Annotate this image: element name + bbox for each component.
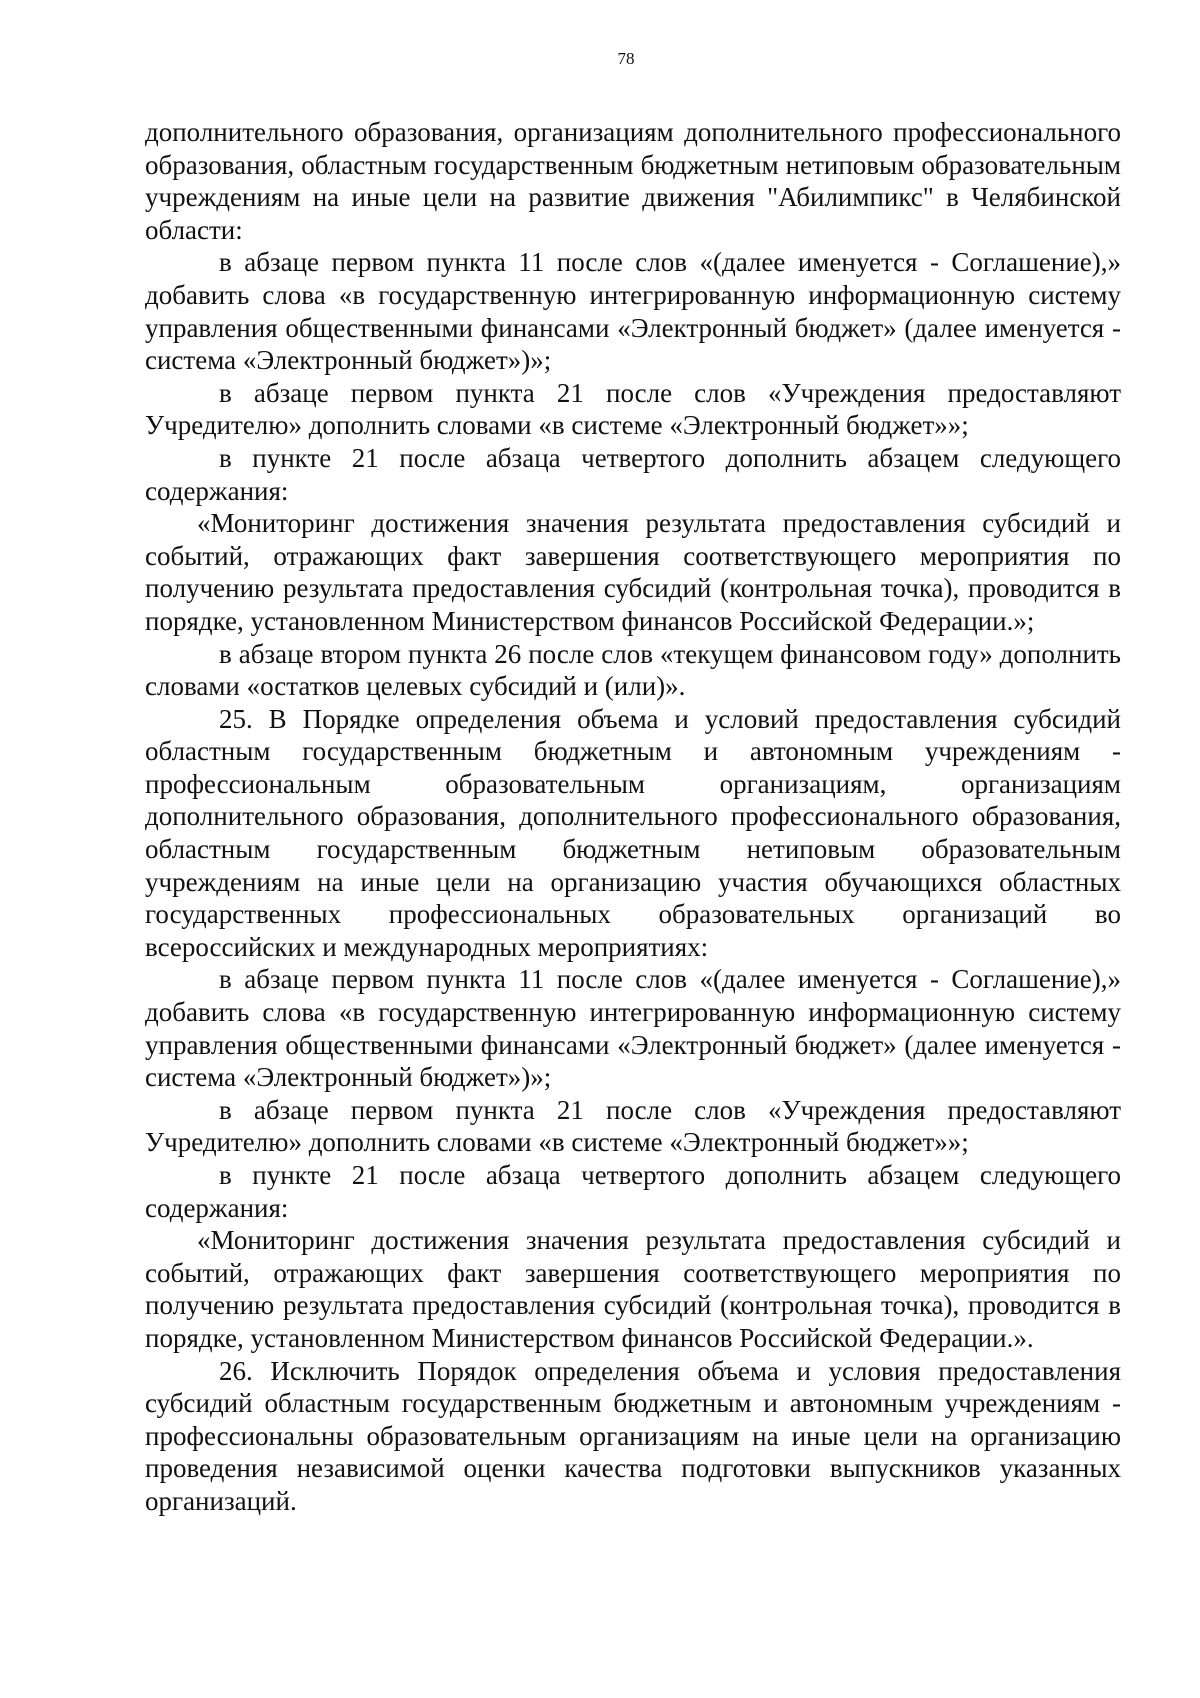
paragraph: дополнительного образования, организациям дополнительного профессионального образования, областным государственным бюджетным нетиповым образовательным учреждениям на иные цели на развитие движения "Абилимпикс" в Челябинской области: [145,117,1121,245]
paragraph: в абзаце первом пункта 11 после слов «(далее именуется - Соглашение),» добавить слова «в государственную интегрированную информационную систему управления общественными финансами «Электронный бюджет» (далее именуется - система «Электронный бюджет»)»; [145,964,1121,1093]
paragraph: в абзаце первом пункта 21 после слов «Учреждения предоставляют Учредителю» дополнить словами «в системе «Электронный бюджет»»; [145,1094,1121,1158]
paragraph: в абзаце первом пункта 21 после слов «Учреждения предоставляют Учредителю» дополнить словами «в системе «Электронный бюджет»»; [145,377,1121,441]
paragraph: в абзаце втором пункта 26 после слов «текущем финансовом году» дополнить словами «остатков целевых субсидий и (или)». [145,638,1121,702]
quoted-paragraph: «Мониторинг достижения значения результата предоставления субсидий и событий, отражающих факт завершения соответствующего мероприятия по получению результата предоставления субсидий (контрольная точка), проводится в порядке, установленном Министерством финансов Российской Федерации.»; [145,508,1121,636]
document-body [145,116,1121,1518]
paragraph: в абзаце первом пункта 11 после слов «(далее именуется - Соглашение),» добавить слова «в государственную интегрированную информационную систему управления общественными финансами «Электронный бюджет» (далее именуется - система «Электронный бюджет»)»; [145,247,1121,376]
paragraph: в пункте 21 после абзаца четвертого дополнить абзацем следующего содержания: [145,442,1121,506]
quoted-paragraph: «Мониторинг достижения значения результата предоставления субсидий и событий, отражающих факт завершения соответствующего мероприятия по получению результата предоставления субсидий (контрольная точка), проводится в порядке, установленном Министерством финансов Российской Федерации.». [145,1225,1121,1353]
paragraph: 26. Исключить Порядок определения объема и условия предоставления субсидий областным государственным бюджетным и автономным учреждениям - профессиональны образовательным организациям на иные цели на организацию проведения независимой оценки качества подготовки выпускников указанных организаций. [145,1355,1121,1516]
paragraph: в пункте 21 после абзаца четвертого дополнить абзацем следующего содержания: [145,1160,1121,1223]
page-number: 78 [617,49,635,68]
paragraph: 25. В Порядке определения объема и условий предоставления субсидий областным государственным бюджетным и автономным учреждениям - профессиональным образовательным организациям, организациям дополнительного образования, дополнительного профессионального образования, областным государственным бюджетным нетиповым образовательным учреждениям на иные цели на организацию участия обучающихся областных государственных профессиональных образовательных организаций во всероссийских и международных мероприятиях: [145,703,1121,962]
